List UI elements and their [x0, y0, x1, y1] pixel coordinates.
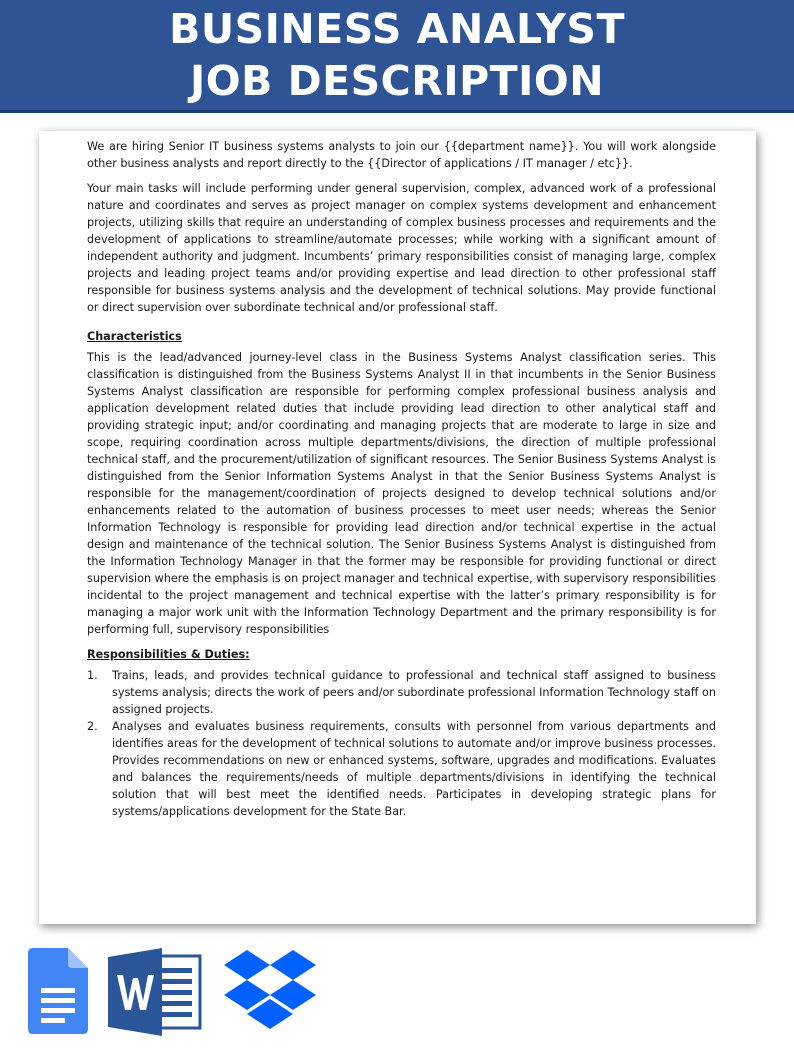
title-banner — [0, 0, 794, 113]
intro-paragraph-2: Your main tasks will include performing under general supervision, complex, advanced work of a professional nature and coordinates and serves as project manager on complex systems development and enhancement projects, utilizing skills that require an understanding of complex business processes and requirements and the development of applications to streamline/automate processes; while working with a significant amount of independent authority and judgment. Incumbents’ primary responsibilities consist of managing large, complex projects and leading project teams and/or providing expertise and lead direction to other professional staff responsible for business systems analysis and the development of technical solutions. May provide functional or direct supervision over subordinate technical and/or professional staff. — [87, 182, 716, 314]
dropbox-icon[interactable] — [224, 948, 316, 1036]
responsibilities-heading: Responsibilities & Duties: — [87, 648, 250, 661]
responsibilities-list — [87, 667, 716, 820]
google-docs-icon[interactable] — [28, 948, 88, 1034]
page-title-line-1: BUSINESS ANALYST — [169, 5, 625, 53]
list-item — [87, 667, 716, 718]
characteristics-heading: Characteristics — [87, 330, 182, 343]
document-page — [39, 131, 756, 924]
list-item-number: 2. — [87, 720, 98, 733]
intro-paragraph-1: We are hiring Senior IT business systems analysts to join our {{department name}}. You will work alongside other business analysts and report directly to the {{Director of applications / IT manager / etc}}. — [87, 140, 716, 170]
list-item-number: 1. — [87, 669, 98, 682]
page-title-line-2: JOB DESCRIPTION — [189, 57, 605, 105]
microsoft-word-icon[interactable] — [108, 948, 202, 1036]
list-item-text: Analyses and evaluates business requirements, consults with personnel from various departments and identifies areas for the development of technical solutions to automate and/or improve business processes. Provides recommendations on new or enhanced systems, software, upgrades and modifications. Evaluates and balances the requirements/needs of multiple departments/divisions in identifying the technical solution that will best meet the identified needs. Participates in developing strategic plans for systems/applications development for the State Bar. — [112, 720, 716, 818]
characteristics-paragraph: This is the lead/advanced journey-level class in the Business Systems Analyst classification series. This classification is distinguished from the Business Systems Analyst II in that incumbents in the Senior Business Systems Analyst classification are responsible for performing complex professional business analysis and application development related duties that include providing lead direction to other analytical staff and providing strategic input; and/or coordinating and managing projects that are moderate to large in size and scope, requiring coordination across multiple departments/divisions, the direction of multiple professional technical staff, and the procurement/utilization of significant resources. The Senior Business Systems Analyst is distinguished from the Senior Information Systems Analyst in that the Senior Business Systems Analyst is responsible for the management/coordination of projects designed to develop technical solutions and/or enhancements related to the automation of business processes to meet user needs; whereas the Senior Information Technology is responsible for providing lead direction and/or technical expertise in the actual design and maintenance of the technical solution. The Senior Business Systems Analyst is distinguished from the Information Technology Manager in that the former may be responsible for providing functional or direct supervision where the emphasis is on project manager and technical expertise, with supervisory responsibilities incidental to the project management and technical expertise with the latter’s primary responsibility is for managing a major work unit with the Information Technology Department and the primary responsibility is for performing full, supervisory responsibilities — [87, 351, 716, 636]
list-item-text: Trains, leads, and provides technical guidance to professional and technical staff assigned to business systems analysis; directs the work of peers and/or subordinate professional Information Technology staff on assigned projects. — [112, 669, 716, 716]
list-item — [87, 718, 716, 820]
